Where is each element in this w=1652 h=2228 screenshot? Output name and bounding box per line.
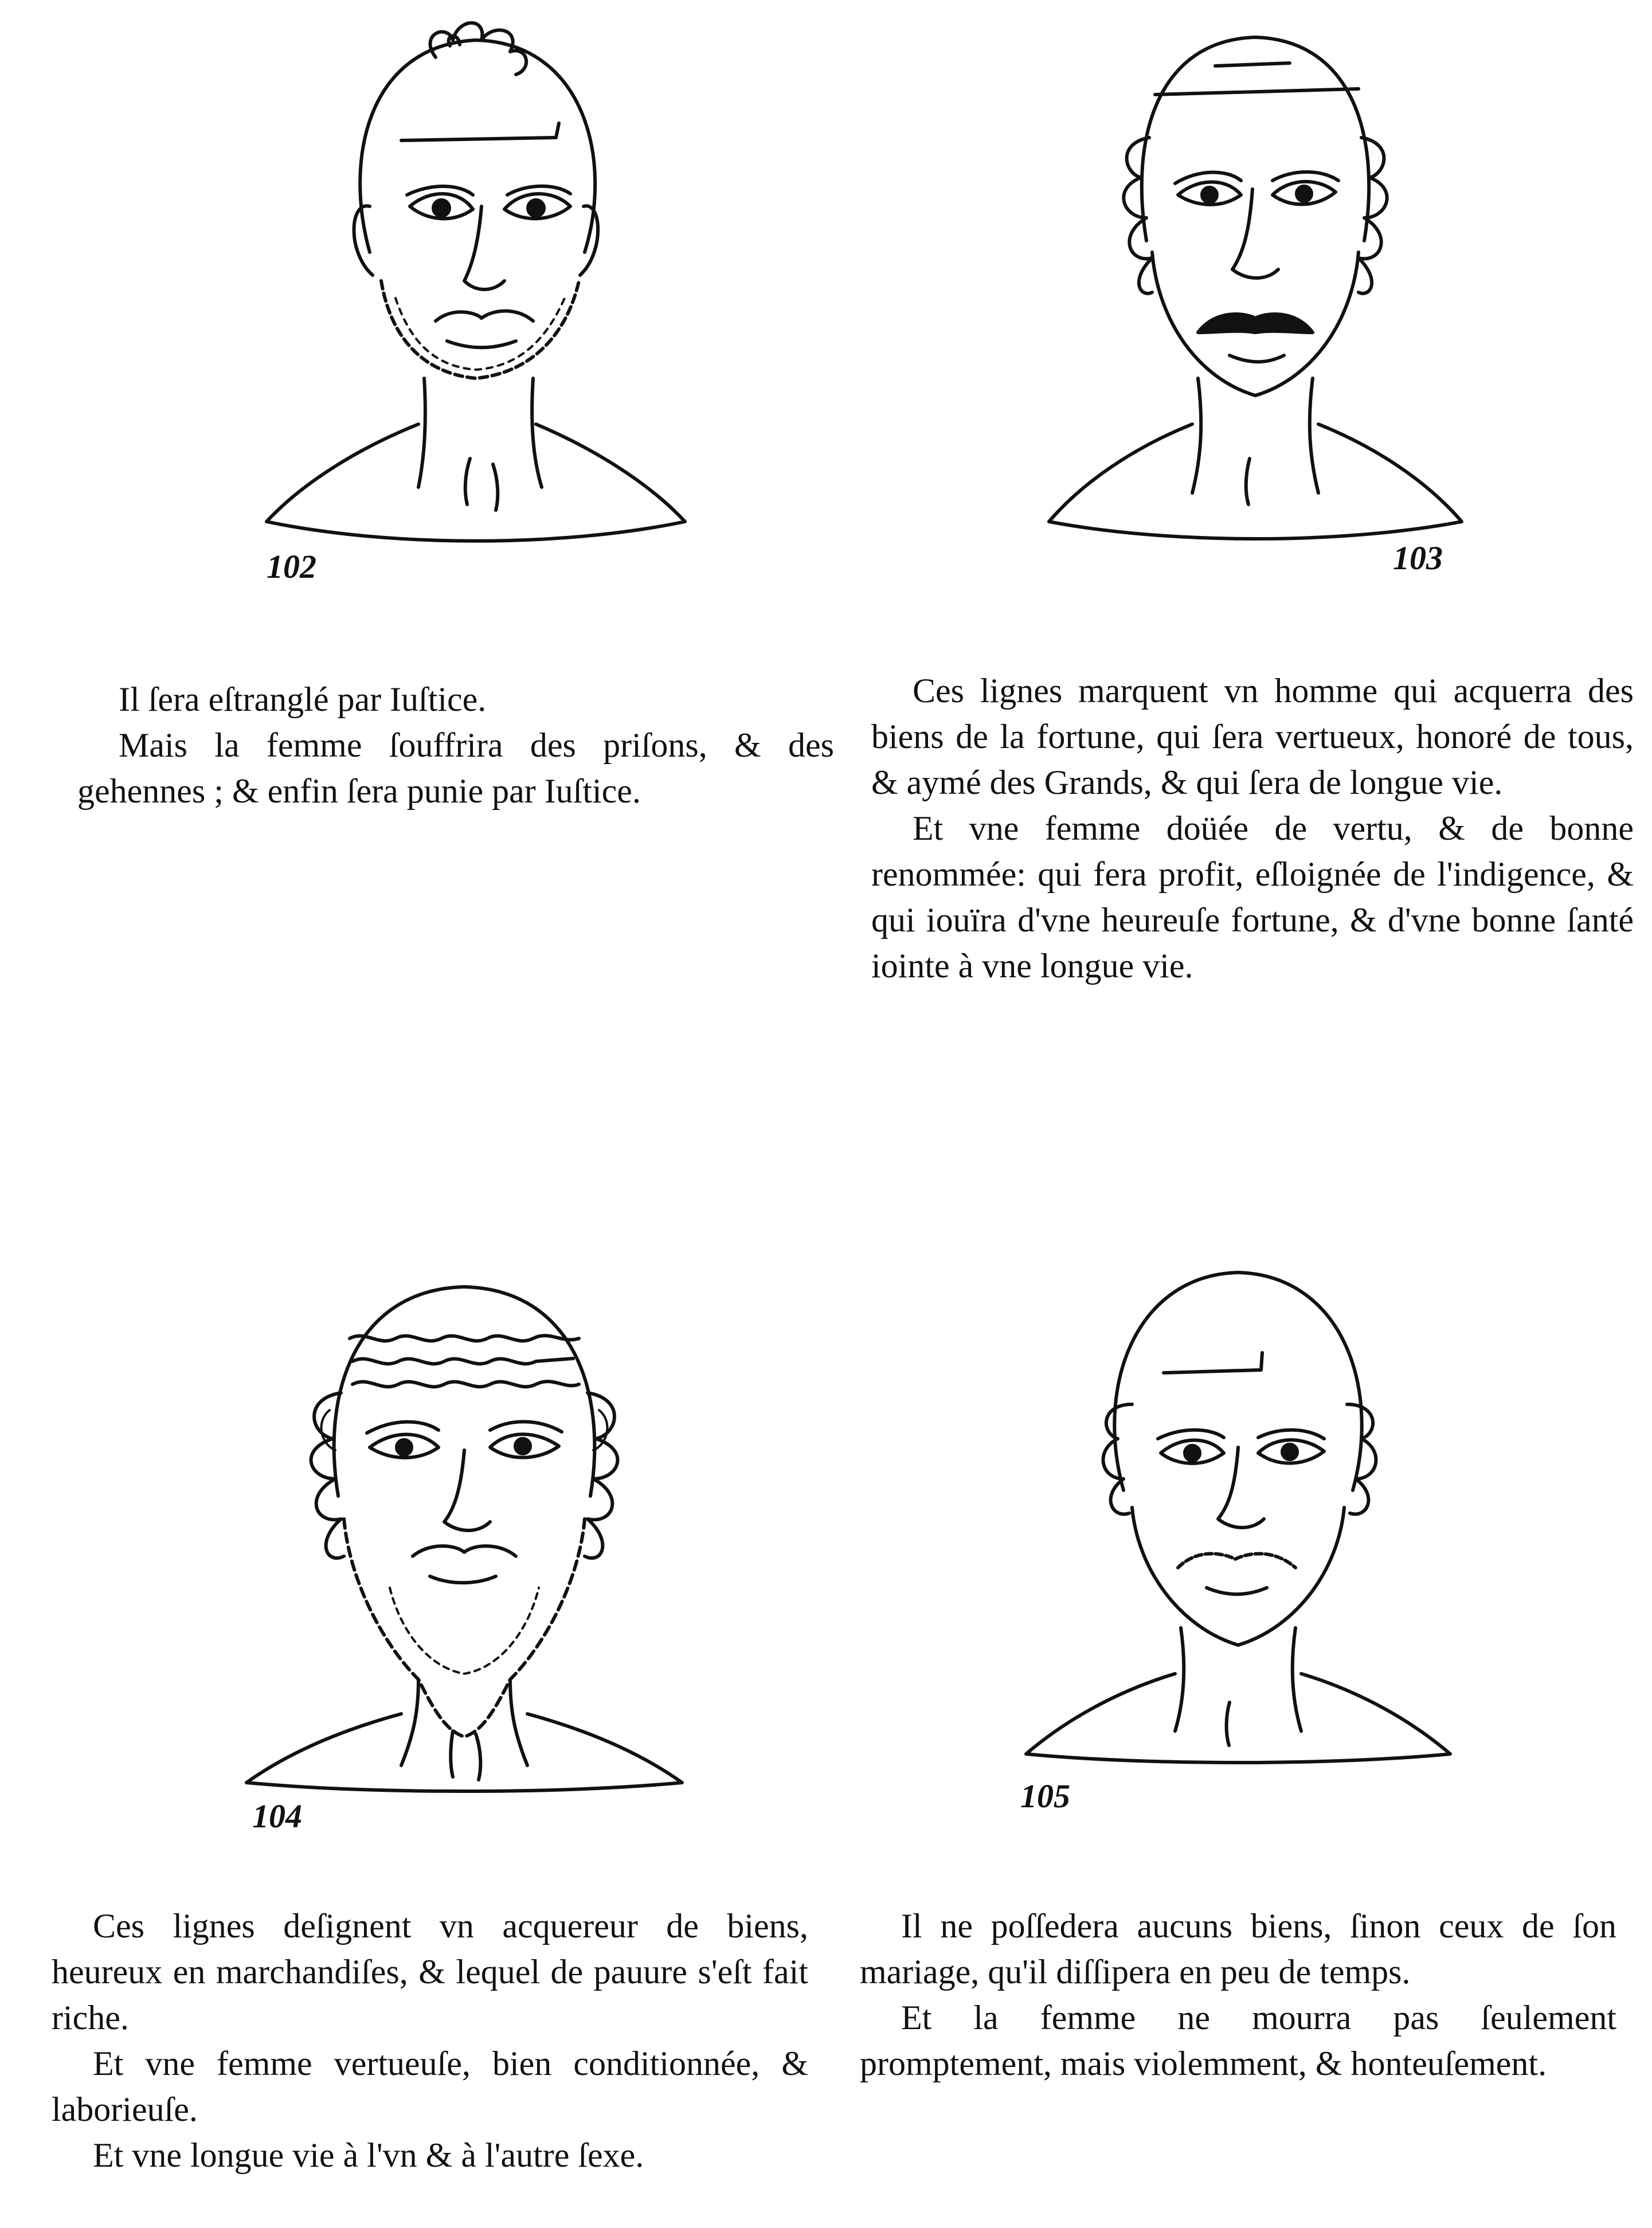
- figure-104-portrait: [229, 1278, 699, 1794]
- caption-104-paragraph-2: Et vne femme vertueuſe, bien conditionnée, & laborieuſe.: [52, 2045, 808, 2128]
- caption-104-paragraph-1: Ces lignes deſignent vn acquereur de biens, heureux en marchandiſes, & lequel de pauure s'eſt fait riche.: [52, 1907, 808, 2037]
- caption-105: [860, 1903, 1616, 2086]
- portrait-bald-man-thin-mustache-icon: [1009, 1250, 1467, 1765]
- figure-103-portrait: [1032, 23, 1479, 545]
- figure-102-portrait: [246, 11, 705, 550]
- figure-105-portrait: [1009, 1250, 1467, 1765]
- caption-102-paragraph-1: Il ſera eſtranglé par Iuſtice.: [119, 680, 487, 718]
- figure-number-102: 102: [267, 548, 316, 585]
- portrait-bearded-man-curly-tuft-icon: [246, 11, 705, 550]
- portrait-balding-man-mustache-icon: [1032, 23, 1479, 545]
- figure-number-105: 105: [1020, 1777, 1070, 1815]
- caption-105-paragraph-1: Il ne poſſedera aucuns biens, ſinon ceux de ſon mariage, qu'il diſſipera en peu de temps.: [860, 1907, 1616, 1991]
- caption-105-paragraph-2: Et la femme ne mourra pas ſeulement promptement, mais violemment, & honteuſement.: [860, 1999, 1616, 2082]
- caption-102: [77, 676, 834, 814]
- caption-103-paragraph-2: Et vne femme doüée de vertu, & de bonne renommée: qui fera profit, eſloignée de l'indigence, & qui iouïra d'vne heureuſe fortune, & d'vne bonne ſanté iointe à vne longue vie.: [871, 809, 1634, 985]
- caption-102-paragraph-2: Mais la femme ſouffrira des priſons, & des gehennes ; & enfin ſera punie par Iuſtice.: [77, 726, 834, 810]
- portrait-bearded-man-wavy-lines-icon: [229, 1278, 699, 1794]
- figure-number-103: 103: [1393, 539, 1443, 577]
- caption-104-paragraph-3: Et vne longue vie à l'vn & à l'autre ſexe.: [93, 2136, 644, 2174]
- figure-number-104: 104: [252, 1798, 302, 1835]
- caption-103-paragraph-1: Ces lignes marquent vn homme qui acquerra des biens de la fortune, qui ſera vertueux, honoré de tous, & aymé des Grands, & qui ſera de longue vie.: [871, 672, 1634, 801]
- caption-103: [871, 668, 1634, 989]
- caption-104: [52, 1903, 808, 2178]
